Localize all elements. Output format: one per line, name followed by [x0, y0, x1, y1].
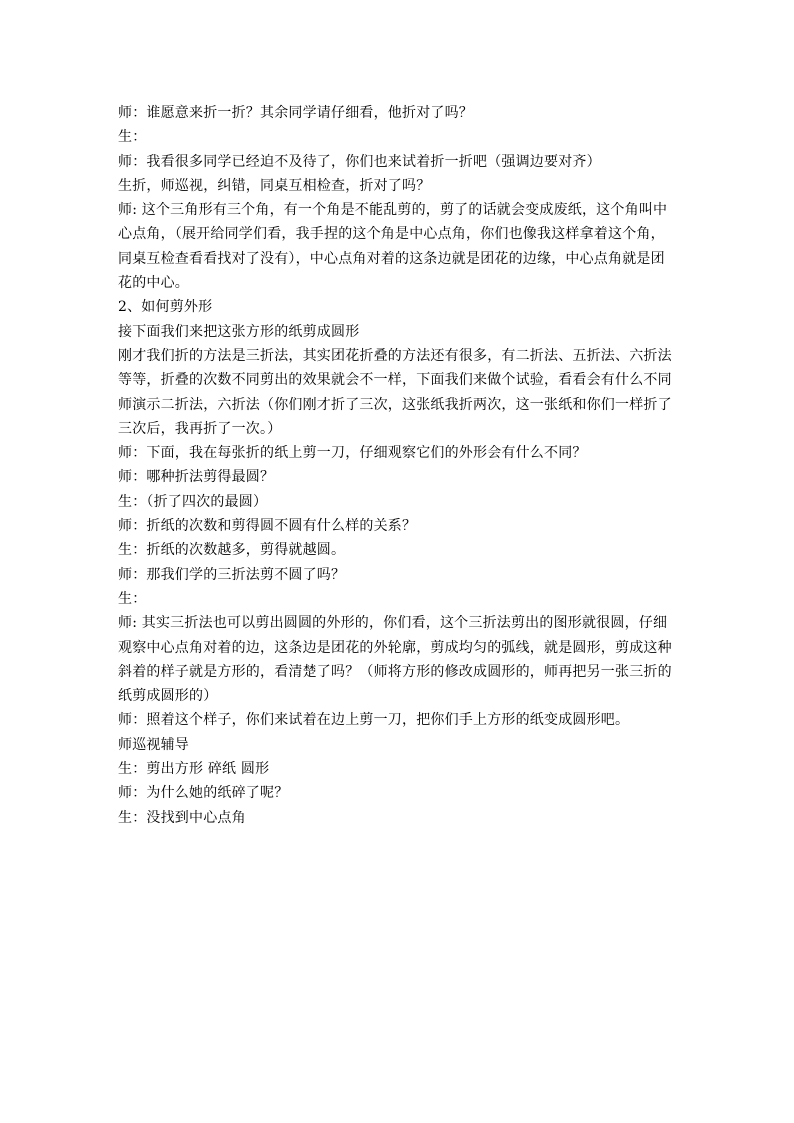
paragraph: 生：没找到中心点角 [118, 809, 246, 826]
paragraph: 接下面我们来把这张方形的纸剪成圆形 [118, 323, 360, 340]
paragraph: 师：谁愿意来折一折？其余同学请仔细看，他折对了吗？ [118, 105, 473, 121]
paragraph: 刚才我们折的方法是三折法，其实团花折叠的方法还有很多，有二折法、五折法、六折法等等，折叠的次数不同剪出的效果就会不一样，下面我们来做个试验，看看会有什么不同 [118, 347, 672, 389]
paragraph: 师：哪种折法剪得最圆？ [118, 469, 275, 486]
paragraph: 生：剪出方形 碎纸 圆形 [118, 761, 270, 778]
paragraph: 师: 这个三角形有三个角，有一个角是不能乱剪的，剪了的话就会变成废纸，这个角叫中心点角，（展开给同学们看，我手捏的这个角是中心点角，你们也像我这样拿着这个角，同桌互检查看看找对了没有），中心点角对着的这条边就是团花的边缘，中心点角就是团花的中心。 [118, 202, 668, 292]
paragraph: 生：折纸的次数越多，剪得就越圆。 [118, 542, 346, 559]
paragraph: 师：下面，我在每张折的纸上剪一刀，仔细观察它们的外形会有什么不同？ [118, 445, 587, 462]
paragraph: 师: 其实三折法也可以剪出圆圆的外形的，你们看，这个三折法剪出的图形就很圆，仔细观察中心点角对着的边，这条边是团花的外轮廓，剪成均匀的弧线，就是圆形，剪成这种斜着的样子就是方形的，看清楚了吗？（师将方形的修改成圆形的，师再把另一张三折的纸剪成圆形的） [118, 615, 672, 705]
paragraph: 生： [118, 590, 147, 607]
paragraph: 师：为什么她的纸碎了呢？ [118, 785, 289, 802]
paragraph: 师巡视辅导 [118, 736, 189, 753]
paragraph: 师：我看很多同学已经迫不及待了，你们也来试着折一折吧（强调边要对齐） [118, 153, 601, 170]
paragraph: 生： [118, 129, 147, 146]
document-body [118, 101, 678, 830]
section-heading: 2、如何剪外形 [118, 299, 213, 316]
paragraph: 生：（折了四次的最圆） [118, 493, 268, 510]
paragraph: 生折，师巡视，纠错，同桌互相检查，折对了吗？ [118, 177, 431, 194]
paragraph: 师：照着这个样子，你们来试着在边上剪一刀，把你们手上方形的纸变成圆形吧。 [118, 712, 630, 729]
paragraph: 师：折纸的次数和剪得圆不圆有什么样的关系？ [118, 518, 417, 535]
paragraph: 师演示二折法，六折法（你们刚才折了三次，这张纸我折两次，这一张纸和你们一样折了三次后，我再折了一次。） [118, 396, 672, 437]
paragraph: 师：那我们学的三折法剪不圆了吗？ [118, 566, 346, 583]
